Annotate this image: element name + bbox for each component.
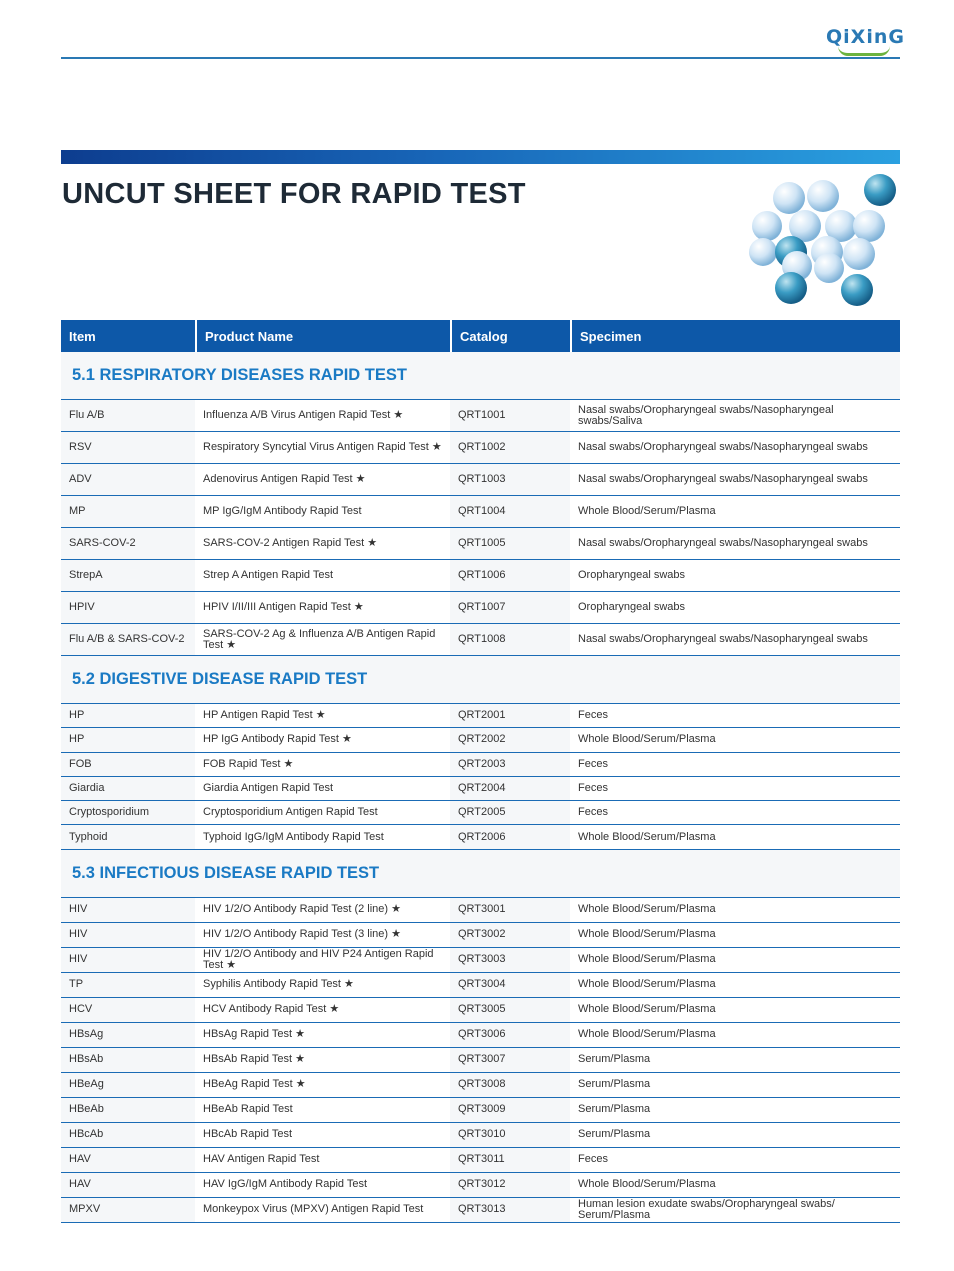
- cell-specimen: Whole Blood/Serum/Plasma: [570, 898, 900, 922]
- cell-catalog: QRT3007: [450, 1048, 570, 1072]
- cell-specimen: Whole Blood/Serum/Plasma: [570, 825, 900, 848]
- cell-product-name: HAV Antigen Rapid Test: [195, 1148, 450, 1172]
- company-logo: [826, 26, 905, 60]
- cell-specimen: Nasal swabs/Oropharyngeal swabs/Nasopharyngeal swabs: [570, 624, 900, 655]
- sphere: [749, 238, 777, 266]
- cell-item: HBsAg: [61, 1023, 195, 1047]
- cell-specimen: Oropharyngeal swabs: [570, 592, 900, 623]
- table-header: [61, 320, 900, 352]
- cell-catalog: QRT1005: [450, 528, 570, 559]
- cell-catalog: QRT1004: [450, 496, 570, 527]
- cell-catalog: QRT3003: [450, 948, 570, 972]
- table-row: [61, 432, 900, 464]
- cell-product-name: FOB Rapid Test ★: [195, 753, 450, 776]
- cell-specimen: Nasal swabs/Oropharyngeal swabs/Nasopharyngeal swabs: [570, 528, 900, 559]
- table-row: [61, 923, 900, 948]
- cell-specimen: Whole Blood/Serum/Plasma: [570, 728, 900, 751]
- sphere: [864, 174, 896, 206]
- section-title: 5.1 RESPIRATORY DISEASES RAPID TEST: [61, 352, 900, 400]
- cell-product-name: HBsAb Rapid Test ★: [195, 1048, 450, 1072]
- cell-item: Flu A/B: [61, 400, 195, 431]
- cell-catalog: QRT3006: [450, 1023, 570, 1047]
- cell-specimen: Human lesion exudate swabs/Oropharyngeal swabs/ Serum/Plasma: [570, 1198, 900, 1222]
- cell-catalog: QRT1003: [450, 464, 570, 495]
- sphere: [773, 182, 805, 214]
- cell-catalog: QRT1006: [450, 560, 570, 591]
- cell-catalog: QRT3009: [450, 1098, 570, 1122]
- table-row: [61, 1098, 900, 1123]
- logo-swoosh: [838, 46, 890, 56]
- cell-item: HAV: [61, 1173, 195, 1197]
- cell-product-name: HP Antigen Rapid Test ★: [195, 704, 450, 727]
- cell-catalog: QRT3004: [450, 973, 570, 997]
- table-row: [61, 825, 900, 849]
- table-row: [61, 528, 900, 560]
- cell-item: ADV: [61, 464, 195, 495]
- cell-item: FOB: [61, 753, 195, 776]
- cell-product-name: HPIV I/II/III Antigen Rapid Test ★: [195, 592, 450, 623]
- cell-product-name: Syphilis Antibody Rapid Test ★: [195, 973, 450, 997]
- cell-item: MP: [61, 496, 195, 527]
- cell-specimen: Whole Blood/Serum/Plasma: [570, 923, 900, 947]
- sphere: [843, 238, 875, 270]
- header-item: Item: [69, 328, 96, 344]
- cell-item: HAV: [61, 1148, 195, 1172]
- table-row: [61, 753, 900, 777]
- cell-item: HBeAb: [61, 1098, 195, 1122]
- table-row: [61, 704, 900, 728]
- cell-specimen: Oropharyngeal swabs: [570, 560, 900, 591]
- cell-product-name: Adenovirus Antigen Rapid Test ★: [195, 464, 450, 495]
- table-row: [61, 1123, 900, 1148]
- cell-specimen: Feces: [570, 801, 900, 824]
- cell-product-name: Typhoid IgG/IgM Antibody Rapid Test: [195, 825, 450, 848]
- table-row: [61, 560, 900, 592]
- cell-product-name: Influenza A/B Virus Antigen Rapid Test ★: [195, 400, 450, 431]
- cell-catalog: QRT3005: [450, 998, 570, 1022]
- sphere: [841, 274, 873, 306]
- cell-specimen: Feces: [570, 777, 900, 800]
- cell-product-name: HBsAg Rapid Test ★: [195, 1023, 450, 1047]
- cell-item: HIV: [61, 923, 195, 947]
- table-row: [61, 1148, 900, 1173]
- cell-product-name: HIV 1/2/O Antibody Rapid Test (2 line) ★: [195, 898, 450, 922]
- cell-product-name: Strep A Antigen Rapid Test: [195, 560, 450, 591]
- cell-specimen: Whole Blood/Serum/Plasma: [570, 1173, 900, 1197]
- table-row: [61, 1073, 900, 1098]
- cell-item: HP: [61, 728, 195, 751]
- cell-product-name: HBeAb Rapid Test: [195, 1098, 450, 1122]
- cell-specimen: Nasal swabs/Oropharyngeal swabs/Nasopharyngeal swabs/Saliva: [570, 400, 900, 431]
- cell-item: Flu A/B & SARS-COV-2: [61, 624, 195, 655]
- cell-product-name: HAV IgG/IgM Antibody Rapid Test: [195, 1173, 450, 1197]
- cell-specimen: Whole Blood/Serum/Plasma: [570, 1023, 900, 1047]
- cell-specimen: Whole Blood/Serum/Plasma: [570, 998, 900, 1022]
- header-specimen: Specimen: [570, 320, 900, 352]
- cell-specimen: Whole Blood/Serum/Plasma: [570, 948, 900, 972]
- cell-item: SARS-COV-2: [61, 528, 195, 559]
- cell-item: RSV: [61, 432, 195, 463]
- cell-catalog: QRT2001: [450, 704, 570, 727]
- cell-specimen: Serum/Plasma: [570, 1073, 900, 1097]
- table-row: [61, 728, 900, 752]
- cell-item: HBsAb: [61, 1048, 195, 1072]
- cell-catalog: QRT3011: [450, 1148, 570, 1172]
- table-row: [61, 496, 900, 528]
- cell-catalog: QRT3001: [450, 898, 570, 922]
- product-table: [61, 320, 900, 1223]
- cell-catalog: QRT3010: [450, 1123, 570, 1147]
- cell-item: HBeAg: [61, 1073, 195, 1097]
- cell-item: HCV: [61, 998, 195, 1022]
- decorative-spheres-image: [745, 168, 905, 313]
- cell-item: Giardia: [61, 777, 195, 800]
- table-row: [61, 1198, 900, 1223]
- table-row: [61, 898, 900, 923]
- gradient-banner: [61, 150, 900, 164]
- cell-product-name: Giardia Antigen Rapid Test: [195, 777, 450, 800]
- cell-catalog: QRT3012: [450, 1173, 570, 1197]
- table-row: [61, 400, 900, 432]
- cell-product-name: SARS-COV-2 Ag & Influenza A/B Antigen Rapid Test ★: [195, 624, 450, 655]
- cell-product-name: Respiratory Syncytial Virus Antigen Rapid Test ★: [195, 432, 450, 463]
- cell-item: Typhoid: [61, 825, 195, 848]
- sphere: [814, 253, 844, 283]
- cell-specimen: Feces: [570, 753, 900, 776]
- cell-catalog: QRT2005: [450, 801, 570, 824]
- table-row: [61, 1173, 900, 1198]
- cell-specimen: Feces: [570, 1148, 900, 1172]
- cell-catalog: QRT2004: [450, 777, 570, 800]
- cell-product-name: HP IgG Antibody Rapid Test ★: [195, 728, 450, 751]
- cell-product-name: SARS-COV-2 Antigen Rapid Test ★: [195, 528, 450, 559]
- sphere: [752, 211, 782, 241]
- cell-catalog: QRT2006: [450, 825, 570, 848]
- cell-product-name: HCV Antibody Rapid Test ★: [195, 998, 450, 1022]
- cell-item: HPIV: [61, 592, 195, 623]
- cell-item: HP: [61, 704, 195, 727]
- table-row: [61, 777, 900, 801]
- page-title: UNCUT SHEET FOR RAPID TEST: [62, 178, 526, 210]
- cell-product-name: HBeAg Rapid Test ★: [195, 1073, 450, 1097]
- cell-specimen: Nasal swabs/Oropharyngeal swabs/Nasopharyngeal swabs: [570, 464, 900, 495]
- cell-catalog: QRT1007: [450, 592, 570, 623]
- cell-product-name: Monkeypox Virus (MPXV) Antigen Rapid Test: [195, 1198, 450, 1222]
- cell-item: Cryptosporidium: [61, 801, 195, 824]
- cell-product-name: HBcAb Rapid Test: [195, 1123, 450, 1147]
- cell-specimen: Serum/Plasma: [570, 1098, 900, 1122]
- cell-specimen: Whole Blood/Serum/Plasma: [570, 496, 900, 527]
- table-row: [61, 973, 900, 998]
- header-rule: [61, 57, 900, 59]
- cell-item: HIV: [61, 948, 195, 972]
- cell-item: HIV: [61, 898, 195, 922]
- table-row: [61, 801, 900, 825]
- cell-item: HBcAb: [61, 1123, 195, 1147]
- cell-product-name: Cryptosporidium Antigen Rapid Test: [195, 801, 450, 824]
- table-row: [61, 592, 900, 624]
- header-product-name: Product Name: [195, 320, 450, 352]
- cell-catalog: QRT2003: [450, 753, 570, 776]
- table-row: [61, 464, 900, 496]
- sphere: [807, 180, 839, 212]
- header-catalog: Catalog: [450, 320, 570, 352]
- table-body: [61, 352, 900, 1223]
- table-row: [61, 1048, 900, 1073]
- cell-item: MPXV: [61, 1198, 195, 1222]
- cell-product-name: HIV 1/2/O Antibody and HIV P24 Antigen Rapid Test ★: [195, 948, 450, 972]
- cell-catalog: QRT1008: [450, 624, 570, 655]
- cell-product-name: MP IgG/IgM Antibody Rapid Test: [195, 496, 450, 527]
- cell-item: StrepA: [61, 560, 195, 591]
- sphere: [853, 210, 885, 242]
- logo-wordmark: QiXinG: [826, 26, 905, 48]
- cell-specimen: Whole Blood/Serum/Plasma: [570, 973, 900, 997]
- table-row: [61, 998, 900, 1023]
- cell-catalog: QRT3008: [450, 1073, 570, 1097]
- table-row: [61, 948, 900, 973]
- section-title: 5.2 DIGESTIVE DISEASE RAPID TEST: [61, 656, 900, 704]
- cell-catalog: QRT3013: [450, 1198, 570, 1222]
- cell-specimen: Nasal swabs/Oropharyngeal swabs/Nasopharyngeal swabs: [570, 432, 900, 463]
- sphere: [775, 272, 807, 304]
- table-row: [61, 1023, 900, 1048]
- cell-catalog: QRT1001: [450, 400, 570, 431]
- cell-item: TP: [61, 973, 195, 997]
- cell-catalog: QRT3002: [450, 923, 570, 947]
- section-title: 5.3 INFECTIOUS DISEASE RAPID TEST: [61, 850, 900, 898]
- cell-specimen: Serum/Plasma: [570, 1048, 900, 1072]
- cell-specimen: Serum/Plasma: [570, 1123, 900, 1147]
- cell-product-name: HIV 1/2/O Antibody Rapid Test (3 line) ★: [195, 923, 450, 947]
- cell-catalog: QRT1002: [450, 432, 570, 463]
- table-row: [61, 624, 900, 656]
- cell-specimen: Feces: [570, 704, 900, 727]
- cell-catalog: QRT2002: [450, 728, 570, 751]
